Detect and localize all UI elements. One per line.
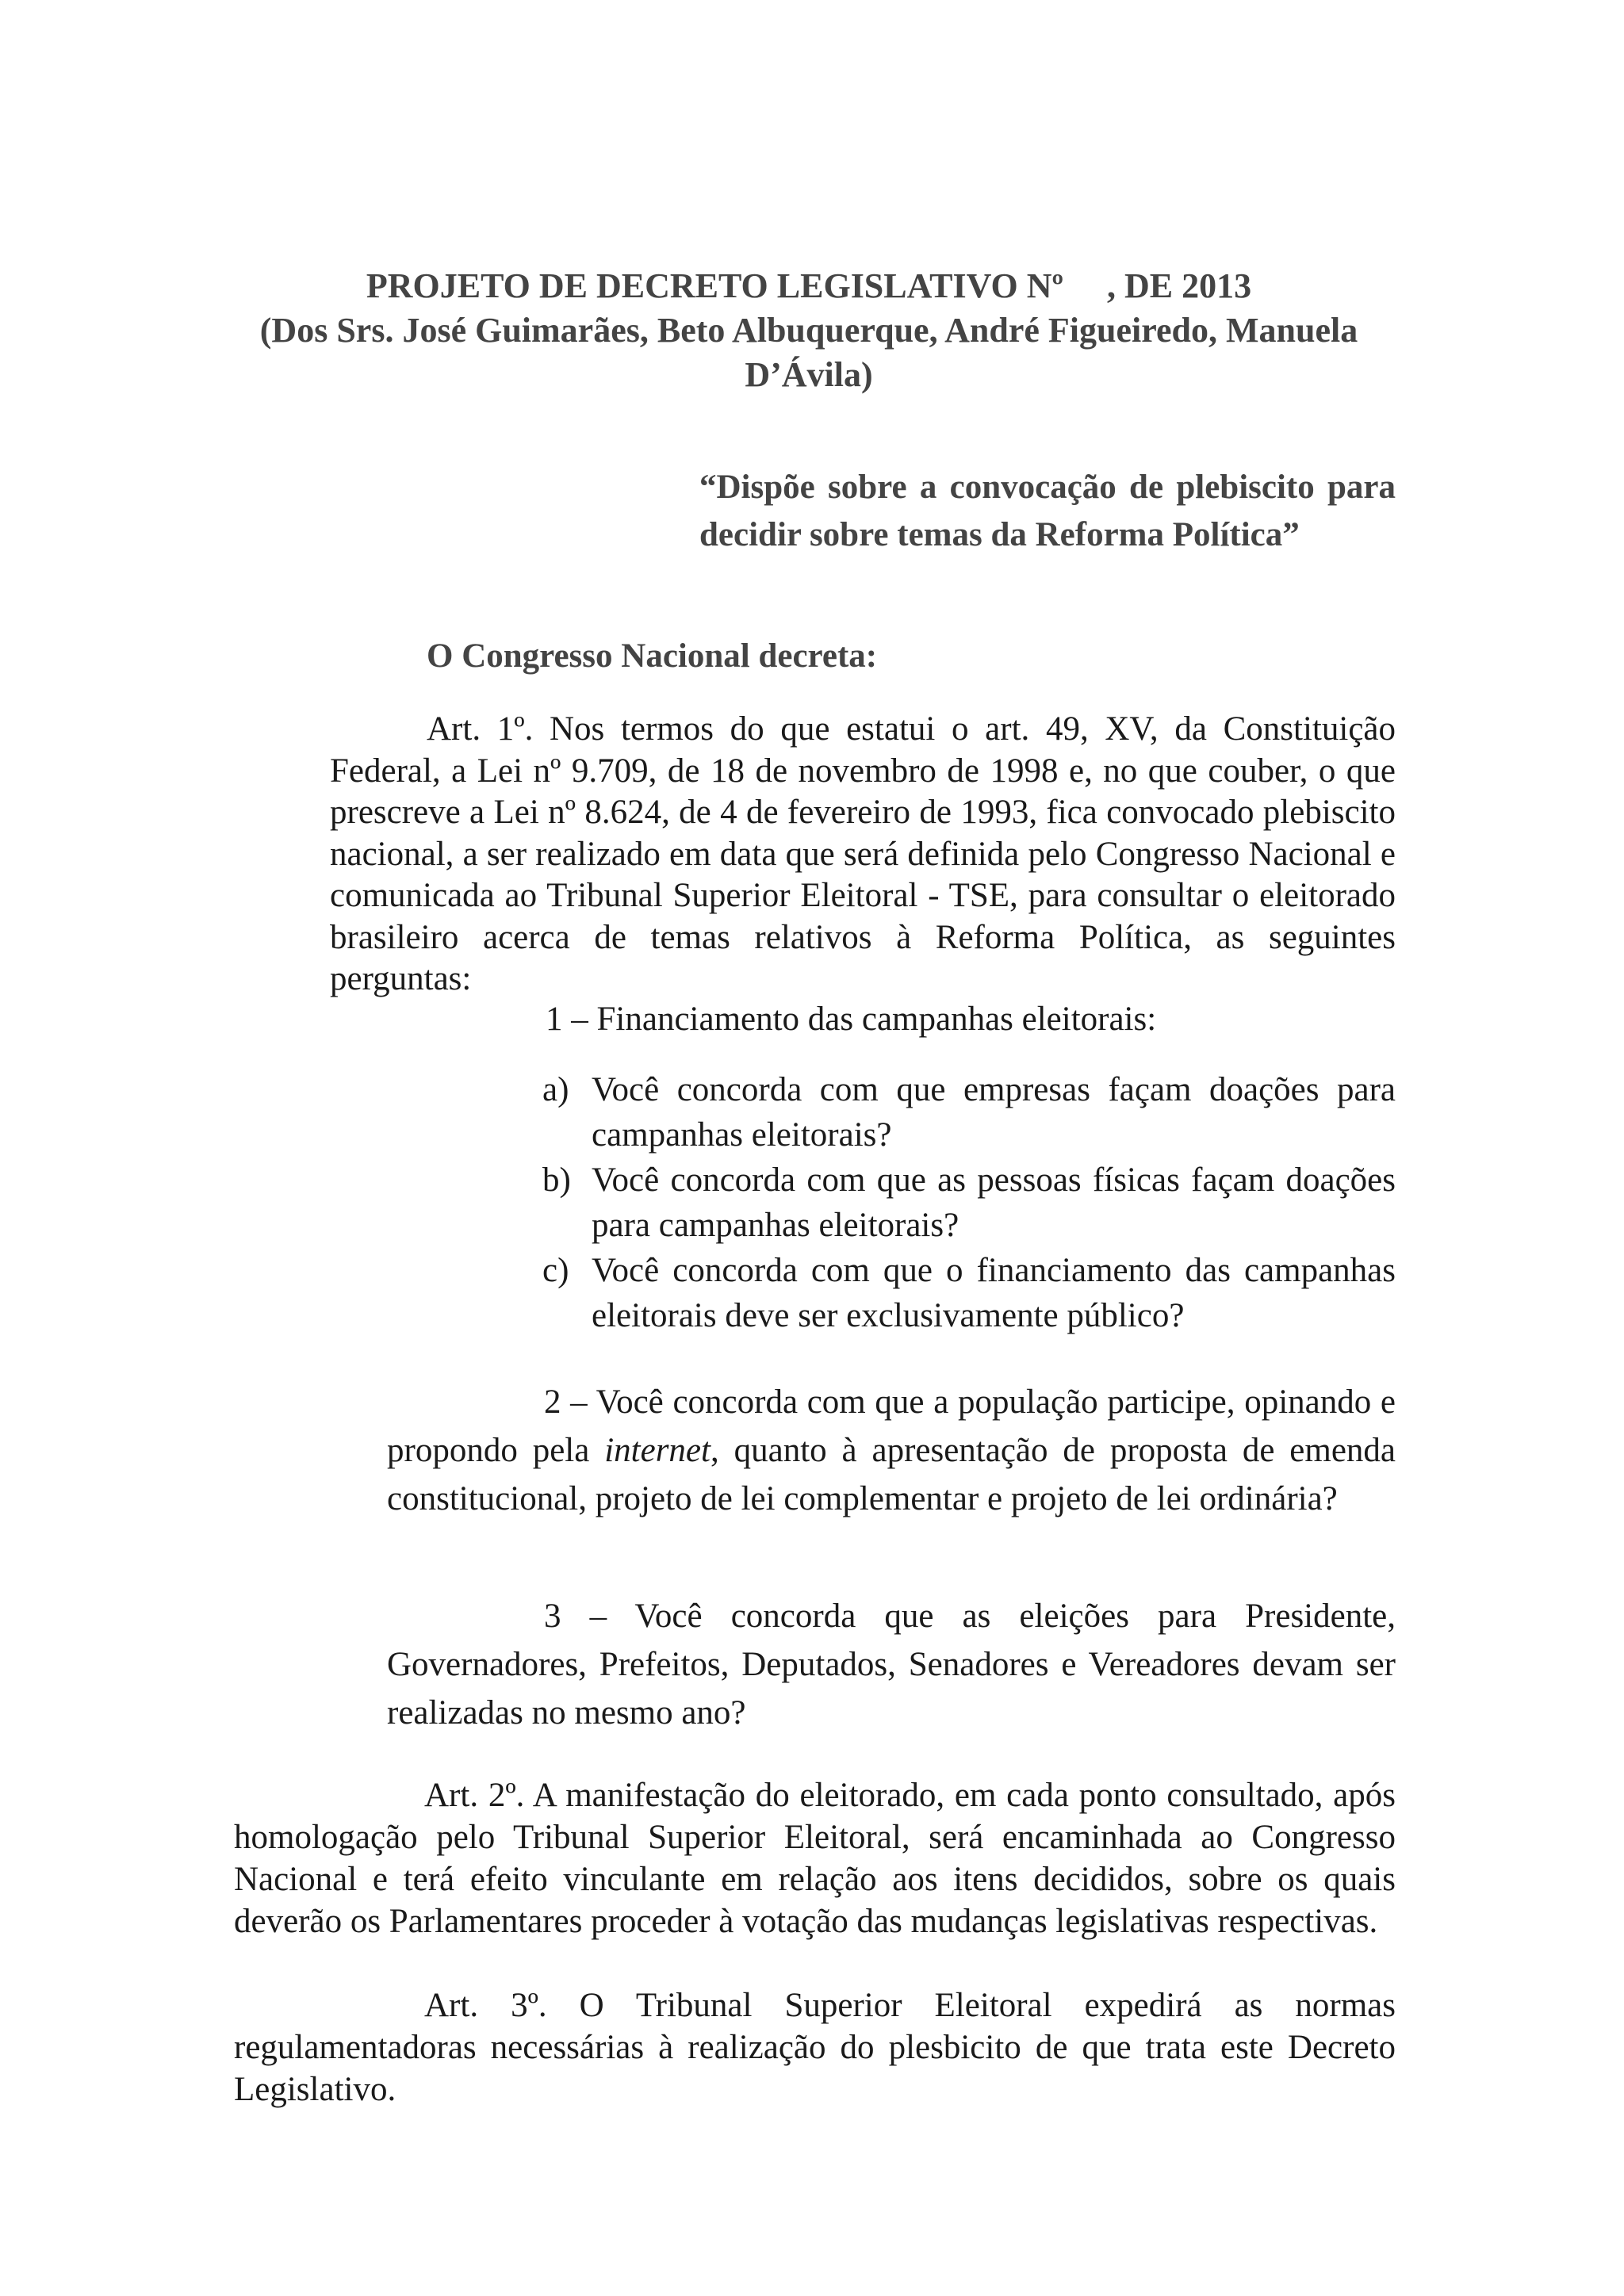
question-3: 3 – Você concorda que as eleições para Presidente, Governadores, Prefeitos, Deputados, Senadores e Vereadores devam ser realizadas no mesmo ano? — [387, 1598, 1396, 1732]
question-2-text-before: 2 – Você concorda com que a população participe, opinando e propondo pela — [387, 1383, 1396, 1469]
question-2-text-after: , quanto à apresentação de proposta de emenda constitucional, projeto de lei complementar e projeto de lei ordinária? — [387, 1432, 1396, 1517]
list-item — [542, 1248, 1396, 1338]
article-3: Art. 3º. O Tribunal Superior Eleitoral expedirá as normas regulamentadoras necessárias à realização do plesbicito de que trata este Decreto Legislativo. — [234, 1987, 1396, 2108]
question-2-italic-term: internet — [604, 1432, 710, 1469]
article-1: Art. 1º. Nos termos do que estatui o art. 49, XV, da Constituição Federal, a Lei nº 9.709, de 18 de novembro de 1998 e, no que couber, o que prescreve a Lei nº 8.624, de 4 de fevereiro de 1993, fica convocado plebiscito nacional, a ser realizado em data que será definida pelo Congresso Nacional e comunicada ao Tribunal Superior Eleitoral - TSE, para consultar o eleitorado brasileiro acerca de temas relativos à Reforma Política, as seguintes perguntas: — [330, 710, 1396, 997]
list-marker: c) — [542, 1252, 569, 1289]
ementa-summary: “Dispõe sobre a convocação de plebiscito para decidir sobre temas da Reforma Política” — [699, 469, 1396, 553]
enacting-clause: O Congresso Nacional decreta: — [427, 637, 878, 675]
list-item-text: Você concorda com que as pessoas físicas façam doações para campanhas eleitorais? — [592, 1161, 1396, 1244]
list-marker: a) — [542, 1071, 569, 1108]
list-item — [542, 1067, 1396, 1158]
question-1-list — [542, 1067, 1396, 1338]
document-title — [222, 264, 1396, 397]
list-item-text: Você concorda com que empresas façam doações para campanhas eleitorais? — [592, 1071, 1396, 1154]
list-item — [542, 1158, 1396, 1248]
title-line-3-authors: D’Ávila) — [745, 355, 873, 394]
article-2: Art. 2º. A manifestação do eleitorado, em cada ponto consultado, após homologação pelo Tribunal Superior Eleitoral, será encaminhada ao Congresso Nacional e terá efeito vinculante em relação aos itens decididos, sobre os quais deverão os Parlamentares proceder à votação das mudanças legislativas respectivas. — [234, 1777, 1396, 1940]
title-line-1: PROJETO DE DECRETO LEGISLATIVO Nº , DE 2013 — [366, 266, 1252, 305]
question-1-title: 1 – Financiamento das campanhas eleitorais: — [546, 1001, 1157, 1038]
list-item-text: Você concorda com que o financiamento das campanhas eleitorais deve ser exclusivamente público? — [592, 1252, 1396, 1334]
title-line-2-authors: (Dos Srs. José Guimarães, Beto Albuquerque, André Figueiredo, Manuela — [259, 311, 1358, 350]
question-2 — [387, 1378, 1396, 1523]
list-marker: b) — [542, 1161, 571, 1199]
